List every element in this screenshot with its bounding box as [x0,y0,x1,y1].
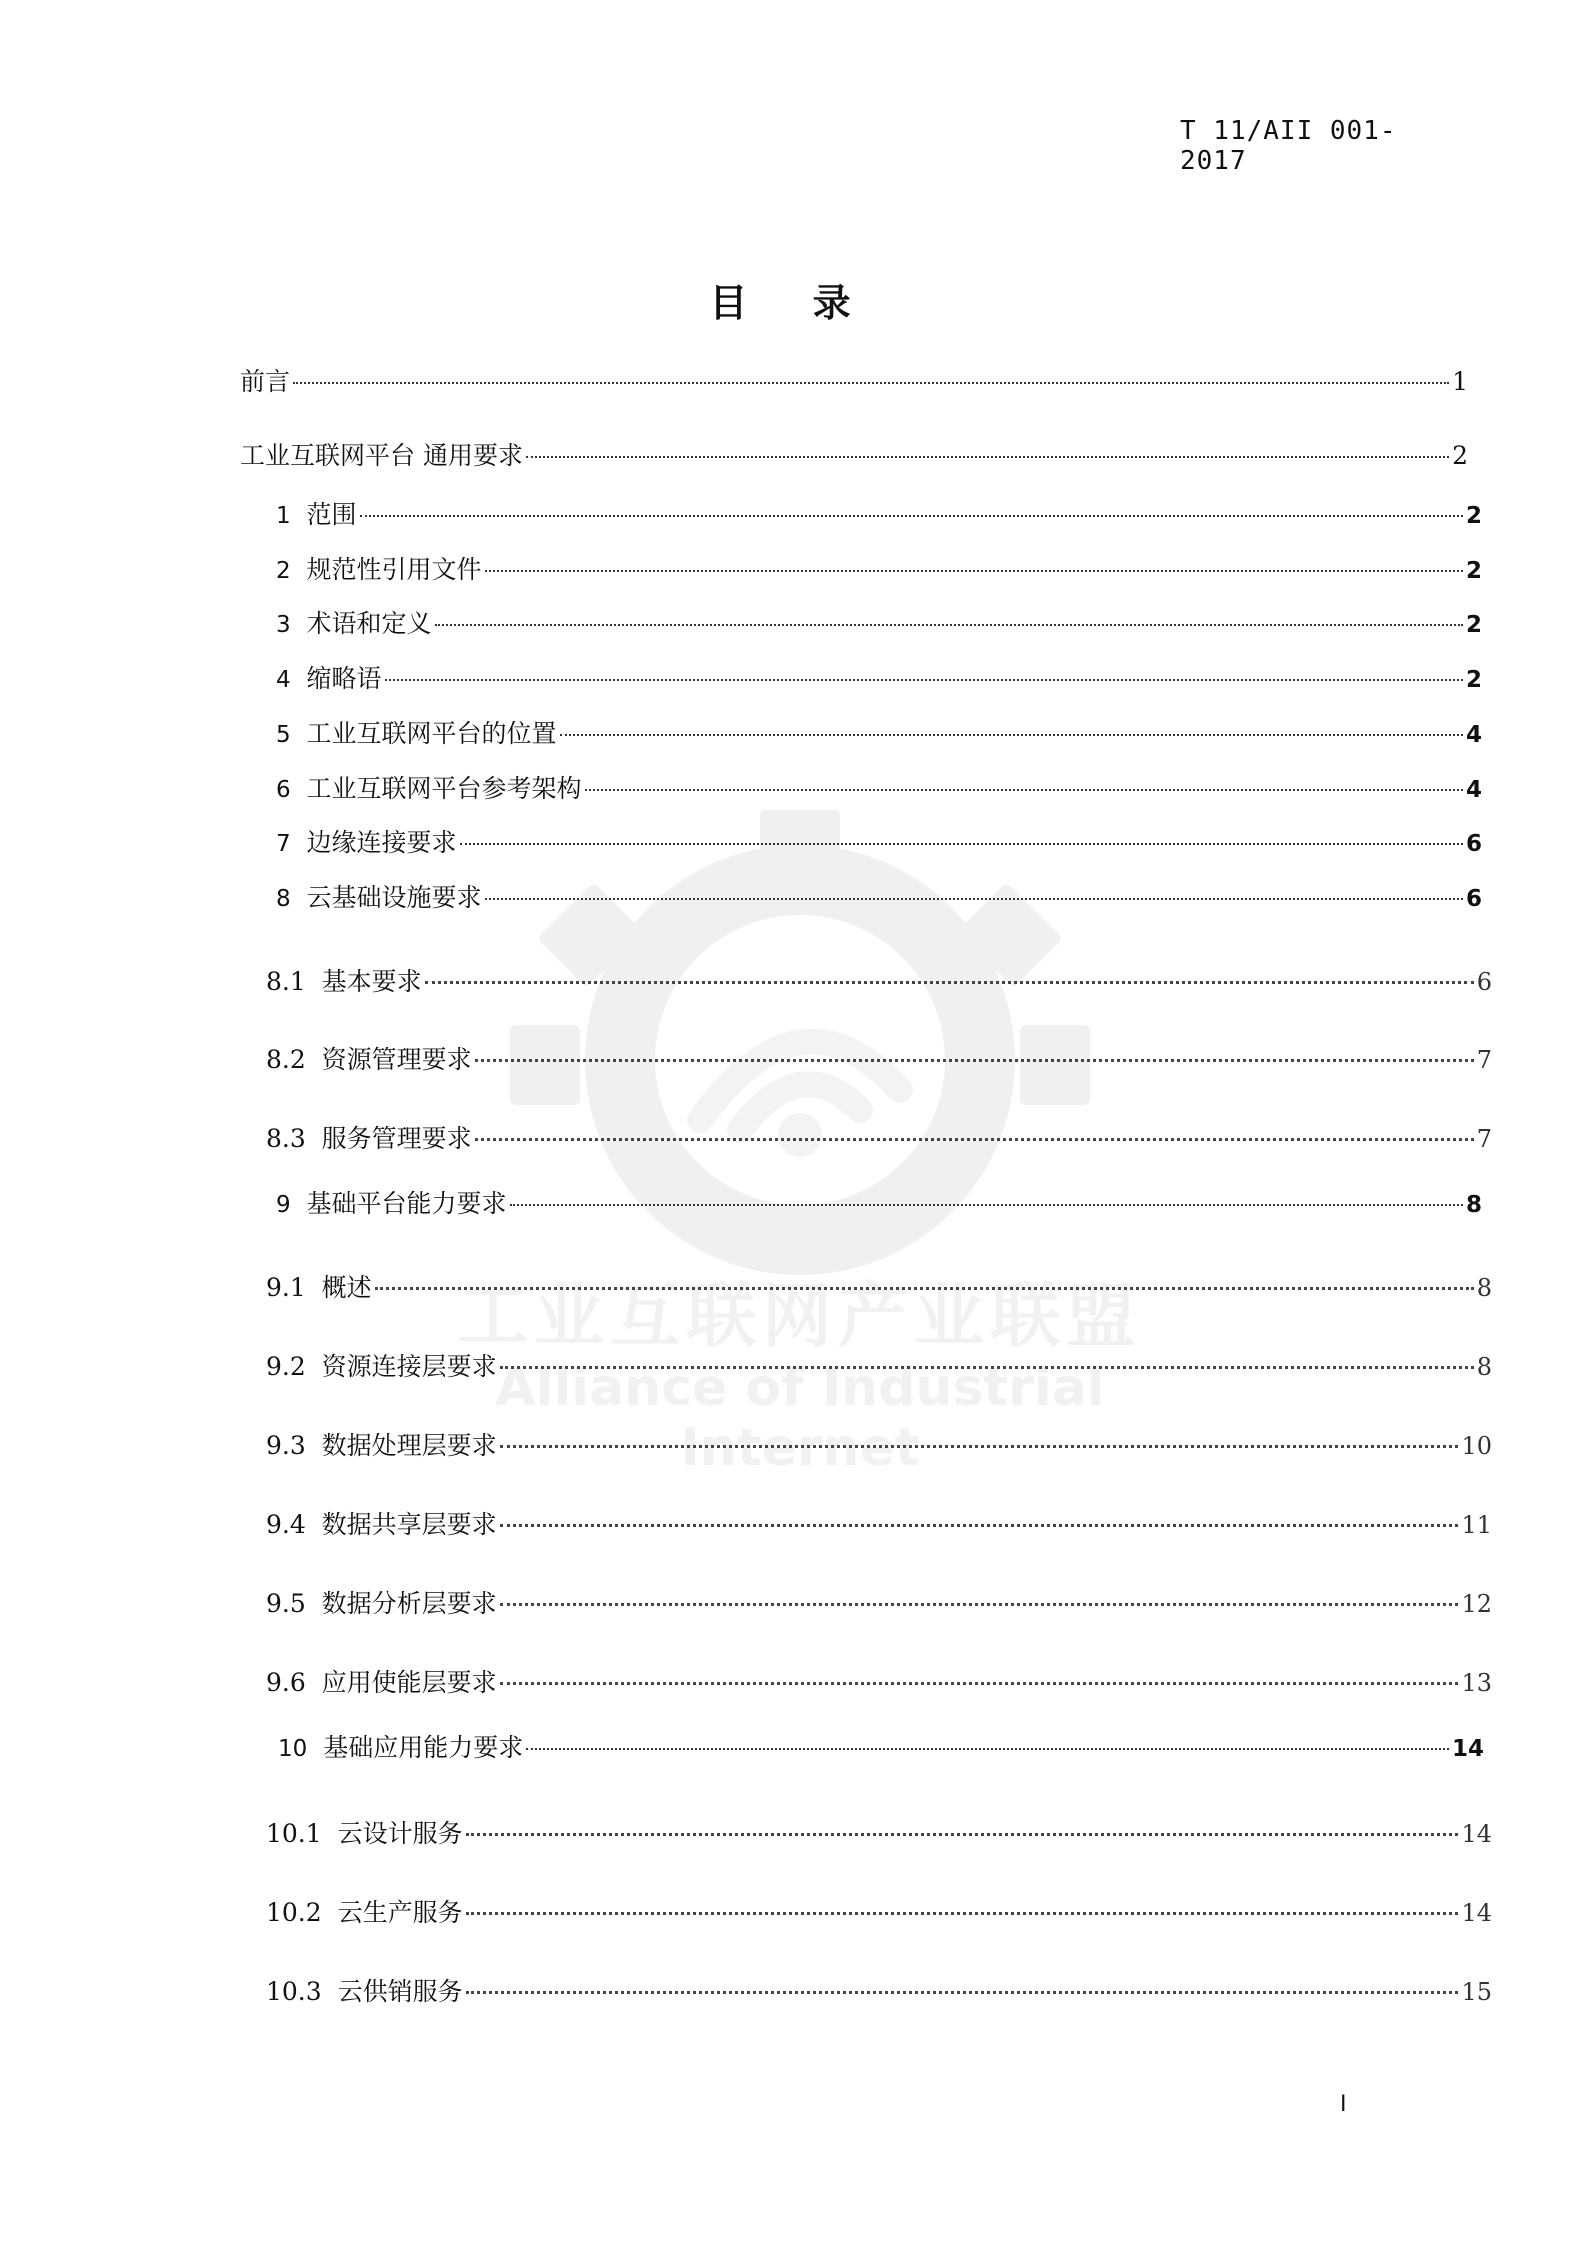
toc-page-number: 13 [1461,1669,1492,1697]
toc-section-number: 8.2 [266,1045,306,1074]
toc-dot-leader [466,1832,1459,1836]
toc-dot-leader [293,381,1449,384]
toc-entry-label: 规范性引用文件 [306,555,482,584]
watermark-chinese-text: 工业互联网产业联盟 [458,1275,1142,1357]
toc-section-number: 10 [278,1736,308,1762]
toc-entry-label: 工业互联网平台 通用要求 [240,441,523,470]
toc-entry-section-7[interactable] [276,825,1482,862]
toc-page-number: 4 [1465,722,1482,748]
toc-section-number: 6 [276,777,291,803]
toc-page-number: 6 [1476,968,1492,996]
toc-entry-label: 工业互联网平台的位置 [306,719,557,748]
toc-entry-section-2[interactable] [276,552,1482,589]
document-number: T 11/AII 001-2017 [1180,116,1397,176]
toc-entry-section-6[interactable] [276,771,1482,808]
toc-section-number: 9.3 [266,1431,306,1460]
toc-dot-leader [475,1137,1474,1141]
toc-page-number: 15 [1461,1978,1492,2006]
toc-entry-label: 云设计服务 [337,1819,463,1848]
toc-entry-label: 基础平台能力要求 [306,1189,507,1218]
toc-dot-leader [526,1747,1449,1750]
toc-entry-standard-title[interactable] [240,438,1468,474]
toc-entry-section-8-2[interactable] [266,1042,1492,1078]
toc-section-number: 3 [276,612,291,638]
toc-entry-section-9-1[interactable] [266,1270,1492,1306]
toc-entry-label: 缩略语 [306,664,382,693]
toc-entry-section-10[interactable] [278,1730,1484,1767]
toc-entry-label: 云基础设施要求 [306,883,482,912]
toc-dot-leader [485,569,1463,572]
toc-dot-leader [585,788,1463,791]
toc-dot-leader [360,514,1463,517]
toc-dot-leader [466,1911,1459,1915]
toc-page-number: 11 [1461,1511,1492,1539]
toc-entry-section-9-3[interactable] [266,1428,1492,1464]
toc-dot-leader [526,455,1449,458]
toc-entry-section-9-6[interactable] [266,1665,1492,1701]
toc-page-number: 7 [1476,1046,1492,1074]
toc-dot-leader [475,1058,1474,1062]
toc-dot-leader [500,1444,1459,1448]
toc-page-number: 14 [1451,1736,1484,1762]
toc-section-number: 2 [276,558,291,584]
toc-page-number: 14 [1461,1899,1492,1927]
toc-entry-label: 数据分析层要求 [321,1589,497,1618]
toc-entry-label: 服务管理要求 [321,1124,472,1153]
toc-dot-leader [435,623,1463,626]
toc-entry-label: 应用使能层要求 [321,1668,497,1697]
toc-page-number: 6 [1465,831,1482,857]
toc-entry-label: 工业互联网平台参考架构 [306,774,582,803]
toc-title: 目 录 [709,281,877,325]
toc-page-number: 1 [1452,367,1468,396]
toc-dot-leader [375,1286,1474,1290]
toc-entry-label: 基础应用能力要求 [323,1733,524,1762]
toc-entry-section-9[interactable] [276,1186,1482,1223]
toc-dot-leader [560,733,1463,736]
toc-entry-section-8-1[interactable] [266,964,1492,1000]
toc-entry-label: 资源管理要求 [321,1045,472,1074]
toc-section-number: 9.4 [266,1510,306,1539]
toc-entry-section-8[interactable] [276,880,1482,917]
toc-page-number: 10 [1461,1432,1492,1460]
toc-page-number: 14 [1461,1820,1492,1848]
toc-section-number: 7 [276,831,291,857]
toc-section-number: 1 [276,503,291,529]
toc-entry-label: 资源连接层要求 [321,1352,497,1381]
toc-dot-leader [500,1681,1459,1685]
toc-section-number: 8 [276,886,291,912]
toc-entry-label: 概述 [321,1273,372,1302]
toc-dot-leader [500,1523,1459,1527]
toc-entry-section-8-3[interactable] [266,1121,1492,1157]
toc-section-number: 10.2 [266,1898,322,1927]
toc-dot-leader [466,1990,1459,1994]
toc-page-number: 2 [1465,612,1482,638]
toc-entry-label: 数据处理层要求 [321,1431,497,1460]
toc-entry-label: 云供销服务 [337,1977,463,2006]
toc-dot-leader [485,897,1463,900]
toc-page-number: 8 [1476,1274,1492,1302]
toc-dot-leader [460,842,1463,845]
toc-entry-foreword[interactable] [240,364,1468,400]
toc-entry-section-4[interactable] [276,661,1482,698]
page-number: I [1340,2092,1347,2117]
toc-section-number: 10.1 [266,1819,322,1848]
toc-dot-leader [510,1203,1463,1206]
toc-page-number: 8 [1465,1192,1482,1218]
toc-page-number: 6 [1465,886,1482,912]
toc-entry-section-9-2[interactable] [266,1349,1492,1385]
toc-entry-section-5[interactable] [276,716,1482,753]
toc-section-number: 10.3 [266,1977,322,2006]
toc-dot-leader [500,1365,1474,1369]
toc-entry-label: 术语和定义 [306,609,432,638]
toc-page-number: 2 [1465,667,1482,693]
toc-entry-section-3[interactable] [276,606,1482,643]
toc-section-number: 9.5 [266,1589,306,1618]
toc-section-number: 8.1 [266,967,306,996]
toc-dot-leader [385,678,1463,681]
toc-entry-section-9-4[interactable] [266,1507,1492,1543]
toc-entry-section-9-5[interactable] [266,1586,1492,1622]
toc-entry-label: 基本要求 [321,967,422,996]
toc-page-number: 12 [1461,1590,1492,1618]
toc-section-number: 9 [276,1192,291,1218]
toc-page-number: 2 [1465,503,1482,529]
toc-entry-label: 范围 [306,500,357,529]
toc-section-number: 9.2 [266,1352,306,1381]
toc-entry-label: 数据共享层要求 [321,1510,497,1539]
toc-entry-label: 前言 [240,367,291,396]
toc-section-number: 5 [276,722,291,748]
toc-entry-section-10-3[interactable] [266,1974,1492,2010]
toc-page-number: 8 [1476,1353,1492,1381]
toc-dot-leader [500,1602,1459,1606]
toc-page-number: 4 [1465,777,1482,803]
toc-entry-label: 边缘连接要求 [306,828,457,857]
toc-section-number: 8.3 [266,1124,306,1153]
toc-section-number: 9.1 [266,1273,306,1302]
toc-entry-label: 云生产服务 [337,1898,463,1927]
toc-entry-section-10-1[interactable] [266,1816,1492,1852]
toc-entry-section-10-2[interactable] [266,1895,1492,1931]
toc-entry-section-1[interactable] [276,497,1482,534]
toc-page-number: 7 [1476,1125,1492,1153]
toc-section-number: 9.6 [266,1668,306,1697]
watermark-english-text: Alliance of Industrial Internet [495,1358,1105,1478]
toc-section-number: 4 [276,667,291,693]
toc-page-number: 2 [1465,558,1482,584]
toc-dot-leader [425,980,1474,984]
toc-page-number: 2 [1452,441,1468,470]
